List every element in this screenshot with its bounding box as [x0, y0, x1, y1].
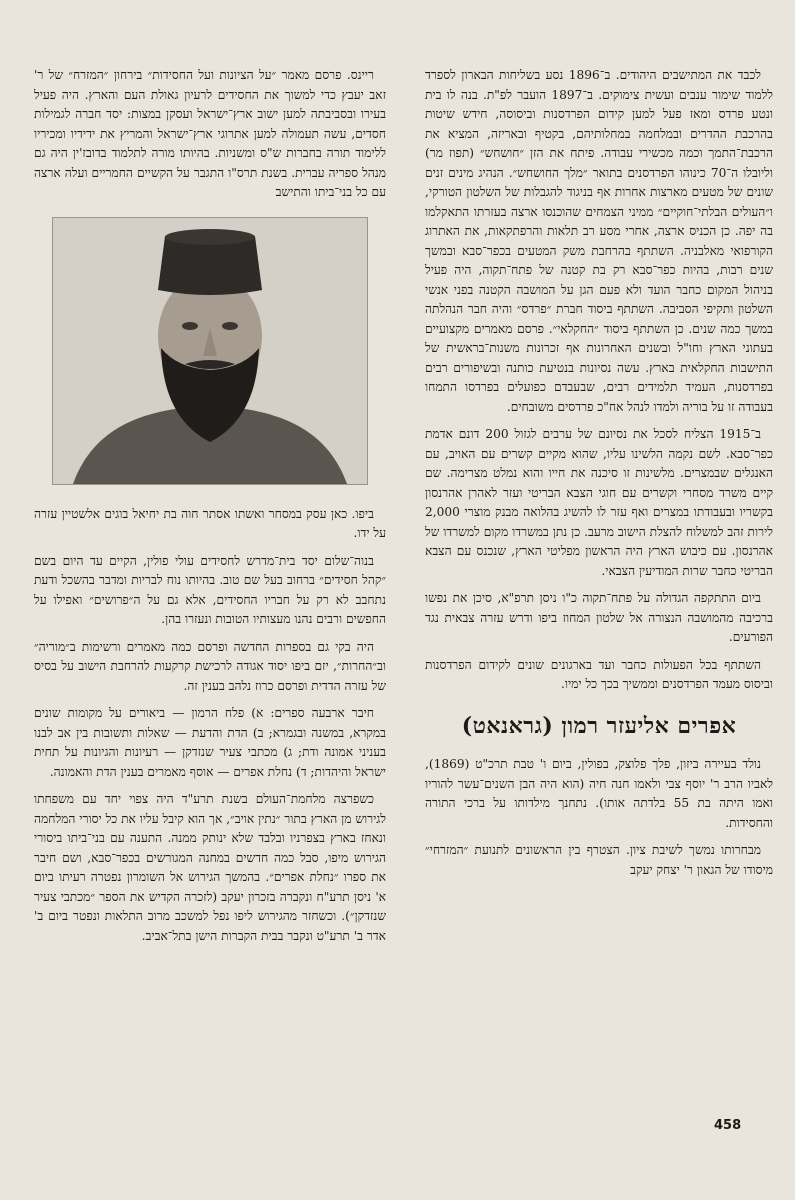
body-paragraph: ביפו. כאן עסק במסחר ואשתו אסתר חוה בת יחיאל בוגים אלשטיין עזרה על ידו.	[34, 506, 386, 541]
body-paragraph: לכבד את המתישבים היהודים. ב־1896 נסע בשליחות הבארון לספרד ללמוד שימור ענבים ועשית צימוקים. ב־1897 הועבר לפ"ת. בנה לו בית ונטע פרדס ומאז פעל למען קידום הפרדסנות וביסוסה, חידש שיטות בהרכבת ההדרים ובמלחמה במחלותיהם, בקטיף ובאריזה, המציא את הרכבת־התמך וכמה מכשירי עבודה. פיתח את הזן ״חושחש״ (תפוז מר) וליובלו ה־70 כינוהו הפרדסנים בתואר ״מלך החושחש״. הנהיג מינים זנים שונים של מטעים מארצות אחרות אף בניגוד להגבלות של השלטון הטורקי, ו״העולים הבלתי־חוקיים״ ממיני הצמחים שהוכנסו ארצה בעזרתו התאקלמו בה יפה. כן הכניס ארצה, אחרי מסע רב תלאות והרפתקאות, את האתרוג הקורפואי מאלבניה. השתתף בהרחבת משק המטעים בכפר־סבא ובמשך שנים רבות, בהיות כפר־סבא רק בת קטנה של פתח־תקוה, היה פעיל בניהול המקום כחבר הועד ולא פעם הגן על המושבה הקטנה בפני אנשי השלטון ותקיפי הסביבה. השתתף ביסוד חברת ״פרדס״ והיה חבר הנהלתה במשך כמה שנים. כן השתתף ביסוד ״החקלאי״. פרסם מאמרים מקצועיים בעתוני הארץ וחו"ל ובשנים האחרונות אף זכרונות משנות־בראשית של התישבות החקלאית בארץ. עשה נסיונות בנטיעת כותנה ובשיפורים רבים בפרדסנות, העמיד תלמידים רבים, שבעבדם כפועלים בפרדסו התמחו בעבודה זו על בוריה ולמדו לנהל אח"כ פרדסים משובחים.	[425, 68, 773, 414]
body-paragraph: בנוה־שלום יסד בית־מדרש לחסידים עולי פולין, הקיים עד היום בשם ״קהל חסידים״ ברחוב בעל שם טוב. בהיותו נוח לבריות ומדבר בהשכל ודעת נתחבב לא רק על חבריו החסידים, אלא גם על ה״פרושים״ ואפילו על החפשים ורבים נהנו מעצותיו הטובות ונעזרו בהן.	[34, 553, 386, 627]
page-number: 458	[714, 1118, 742, 1133]
article-heading: אפרים אליעזר רמון (גראנאט)	[461, 712, 737, 739]
body-paragraph: חיבר ארבעה ספרים: א) פלח הרמון — ביאורים על מקומות שונים במקרא, במשנה ובגמרא; ב) הדת והדעת — שאלות ותשובות בין אב לבנו בעניני אמונה ודת; ג) מכתבי צעיר שנזדקן — רעיונות והגיונות על תחית ישראל והיהדות; ד) נחלת אפרים — אוסף מאמרים בענין הדת והאמונה.	[34, 706, 386, 779]
body-paragraph: היה בקי גם בספרות החדשה ופרסם כמה מאמרים ורשימות ב״מוריה״ וב״החרות״, יזם ביפו יסוד אגודה לרכישת קרקעות להרחבת הישוב על בסיס של עזרה הדדית ופרסם כרוז נלהב בענין זה.	[34, 639, 386, 693]
body-paragraph: נולד בעיירה ביזון, פלך פלוצק, בפולין, ביום ו' טבת תרכ"ט (1869), לאביו הרב ר' יוסף צבי ולאמו חנה חיה (הוא היה הבן השנים־עשר להוריו ואמו היתה בת 55 בלדתה אותו). נתחנך מילדותו על ברכי התורה והחסידות.	[425, 756, 773, 830]
body-paragraph: מבחרותו נמשך לשיבת ציון. הצטרף בין הראשונים לתנועת ״המזרחי״ מיסודו של הגאון ר' יצחק יעקב	[425, 843, 773, 877]
right-column	[425, 66, 773, 880]
body-paragraph: ביום התתקפה הגדולה על פתח־תקוה כ"ו ניסן תרפ"א, סיכן את נפשו ברכיבה מהמושבה הנצורה אל שלטון המחוז ביפו ודרש עזרה צבאית נגד הפורעים.	[425, 591, 773, 645]
body-paragraph: השתתף בכל הפעולות כחבר ועד בארגונים שונים לקידום הפרדסנות וביסוס מעמד הפרדסנים וממשיך בכך כל ימיו.	[425, 657, 773, 692]
portrait-photo	[52, 217, 368, 485]
portrait-illustration	[53, 218, 367, 484]
body-paragraph: כשפרצה מלחמת־העולם בשנת תרע"ד היה צפוי יחד עם משפחתו לגירוש מן הארץ בתור ״נתין אויב״, אך הוא קיבל עליו את כל יסורי המלחמה ונאחז בארץ בצפרניו ובלבד שלא ינותק ממנה. התענה עם בני־ביתו ביסורי הגירוש מיפו, סבל כמה חדשים במחנה המגורשים בכפר־סבא, ושם חיבר את ספרו ״נחלת אפרים״. בהמשך הגירוש אל השומרון נפטרה רעיתו ביום א' ניסן תרע"ח ונקברה בזכרון יעקב (לזכרה הקדיש את הספר ״מכתבי צעיר שנזדקן״). וכשחזר מהגירוש ליפו נפל למשכב מרוב התלאות ונפטר ביום ב' אדר ב' תרע"ט ונקבר בבית הקברות הישן בתל־אביב.	[34, 792, 386, 943]
left-column	[34, 66, 386, 946]
body-paragraph: ריינס. פרסם מאמר ״על הציונות ועל החסידות״ בירחון ״המזרח״ של ר' זאב יעבץ כדי למשוך את החסידים לרעיון גאולת העם והארץ. היה פעיל בעירו ובסביבתה למען ישוב ארץ־ישראל ועסקן במצות: יסד חברה לגמילות חסדים, עשה תעמולה למען אתרוגי ארץ־ישראל והמריץ את ידידיו ומכיריו ללימוד תורה בחברות ש"ס ומשניות. בהיותו מורה לתלמוד בדובז'ין היה גם מנהל ספריה עברית. בשנת תרס"ו התגבר על הקשיים החמריים ועלה ארצה עם כל בני־ביתו והתישב	[34, 68, 386, 200]
body-paragraph: ב־1915 הצליח לסכל את נסיונם של ערבים לגזול 200 דונם אדמת כפר־סבא. לשם נקמה הלשינו עליו, שהוא מקיים קשרים עם האויב, עם האנגלים שבמצרים. מלשינות זו סיכנה את חייו והוא נמלט מצרימה. שם קיים משרד מסחרי וקשרים עם חוגי הצבא הבריטי ועזר לאהרן אהרנסון בקשריו ובעבודתו במצרים ואף עזר לו להשיג בהלואה מבנק מוצרי 2,000 לירות זהב למשלוח להצלת הישוב מרעב. כן נתן במשרדו מקום למשרדו של אהרנסון. עם כיבוש הארץ היה הראשון מפליטי הארץ, שנכנס עם הצבא הבריטי כחבר שרות המודיעין הצבאי.	[425, 427, 773, 578]
